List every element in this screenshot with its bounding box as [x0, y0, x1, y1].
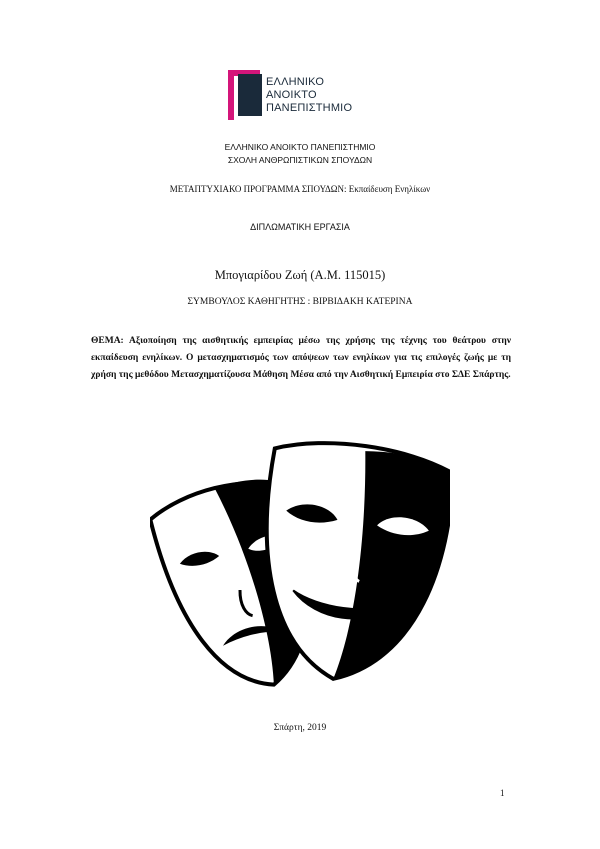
logo-mark-icon: [228, 70, 264, 130]
university-name: ΕΛΛΗΝΙΚΟ ΑΝΟΙΚΤΟ ΠΑΝΕΠΙΣΤΗΜΙΟ: [224, 142, 376, 152]
logo-line-2: ΑΝΟΙΚΤΟ: [266, 89, 317, 101]
program-label: ΜΕΤΑΠΤΥΧΙΑΚΟ ΠΡΟΓΡΑΜΜΑ ΣΠΟΥΔΩΝ:: [169, 184, 347, 194]
theatre-masks-icon: [150, 440, 450, 710]
program-value: Εκπαίδευση Ενηλίκων: [348, 184, 431, 194]
supervisor-line: ΣΥΜΒΟΥΛΟΣ ΚΑΘΗΓΗΤΗΣ : ΒΙΡΒΙΔΑΚΗ ΚΑΤΕΡΙΝΑ: [187, 297, 413, 307]
university-logo: [228, 70, 378, 130]
thesis-type: ΔΙΠΛΩΜΑΤΙΚΗ ΕΡΓΑΣΙΑ: [250, 222, 350, 232]
logo-line-3: ΠΑΝΕΠΙΣΤΗΜΙΟ: [266, 102, 353, 114]
author-name: Μπογιαρίδου Ζωή (Α.Μ. 115015): [214, 268, 386, 282]
page-number: 1: [500, 788, 505, 798]
program-line: [0, 184, 600, 194]
theatre-masks-illustration: [150, 440, 450, 710]
logo-text: [266, 76, 352, 115]
logo-line-1: ΕΛΛΗΝΙΚΟ: [266, 76, 325, 88]
thesis-topic: ΘΕΜΑ: Αξιοποίηση της αισθητικής εμπειρίας μέσω της χρήσης της τέχνης του θεάτρου στην εκπαίδευση ενηλίκων. Ο μετασχηματισμός των απόψεων των ενηλίκων για τις επιλογές ζωής με τη χρήση της μεθόδου Μετασχηματίζουσα Μάθηση Μέσα από την Αισθητική Εμπειρία στο ΣΔΕ Σπάρτης.: [91, 336, 511, 380]
place-year: Σπάρτη, 2019: [273, 723, 327, 733]
school-name: ΣΧΟΛΗ ΑΝΘΡΩΠΙΣΤΙΚΩΝ ΣΠΟΥΔΩΝ: [227, 155, 373, 165]
